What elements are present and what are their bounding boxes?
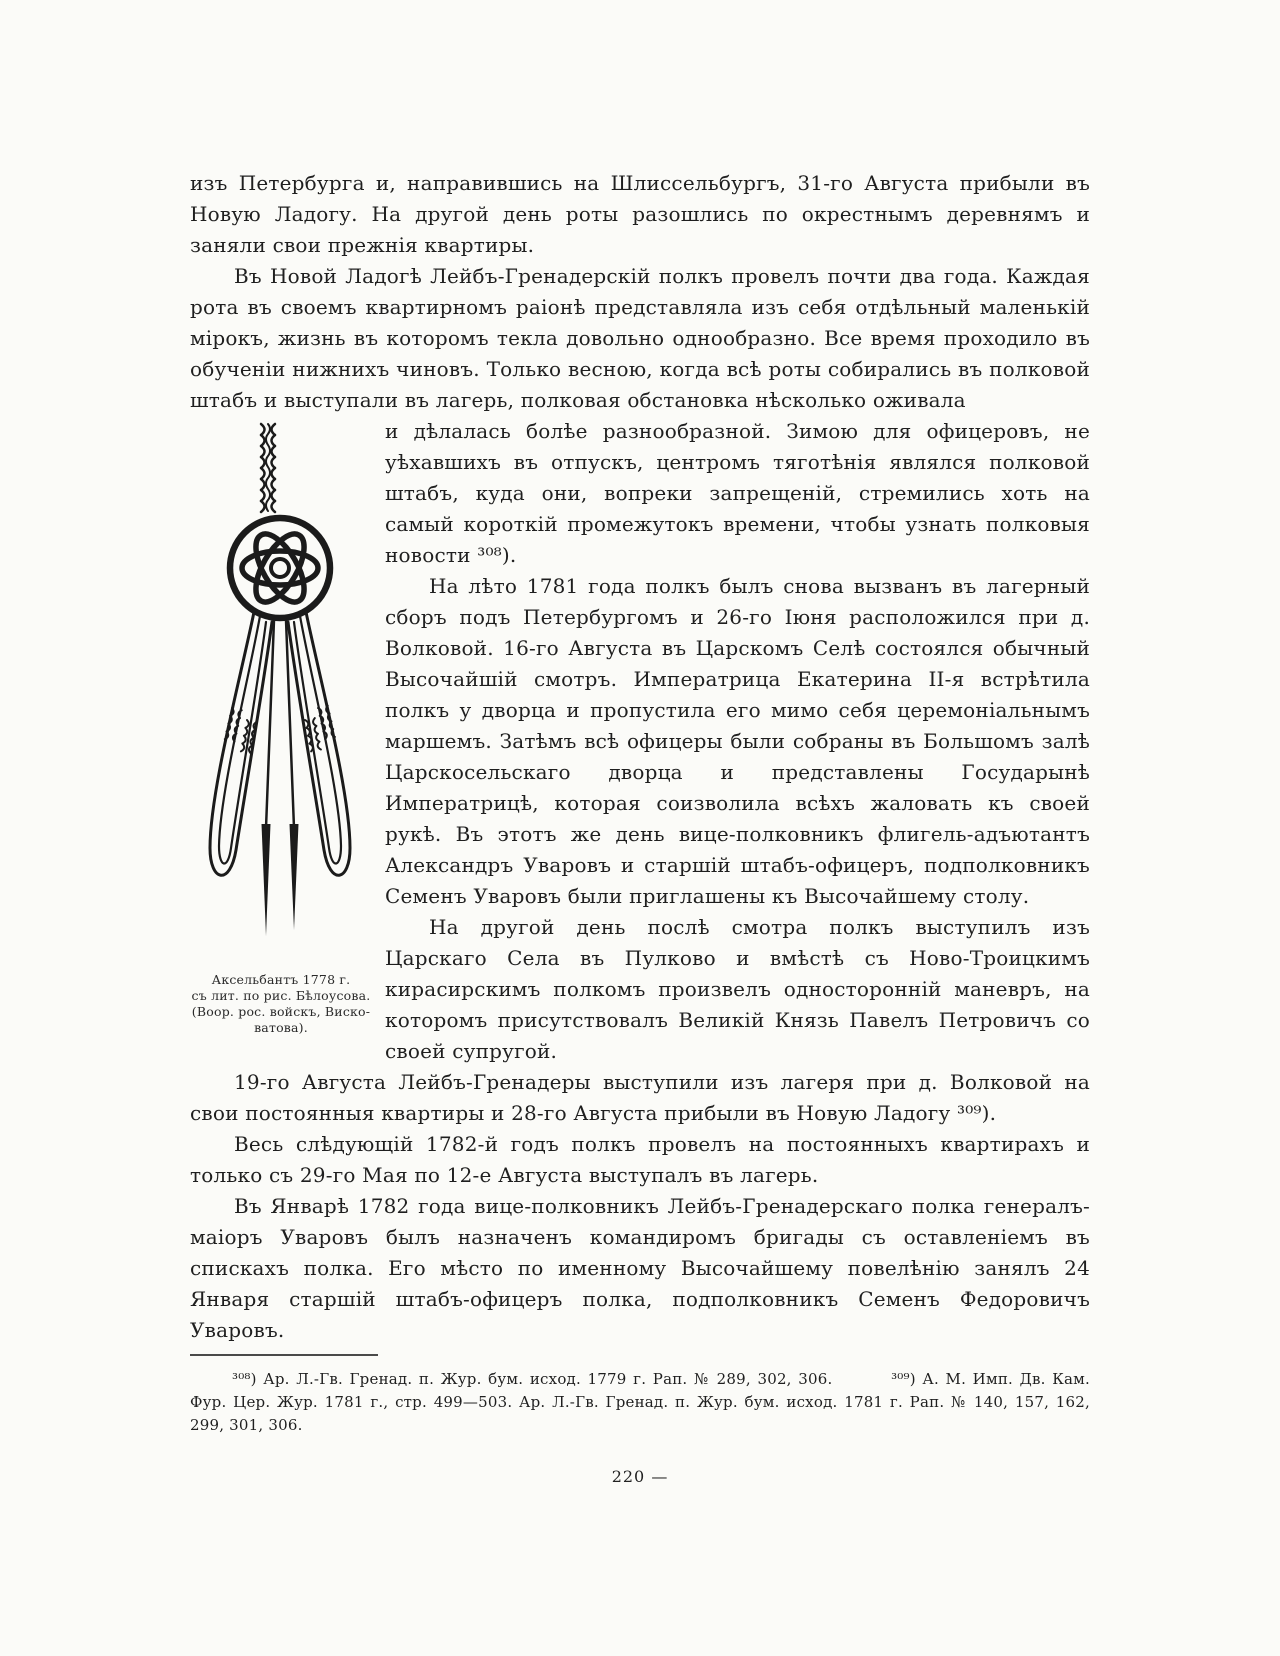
paragraph: На лѣто 1781 года полкъ былъ снова вызванъ въ лагерный сборъ подъ Петербургомъ и 26-го Іюня расположился при д. Волковой. 16-го Августа въ Царскомъ Селѣ состоялся обычный Высочайшій смотръ. Императрица Екатерина II-я встрѣтила полкъ у дворца и пропустила его мимо себя церемоніальнымъ маршемъ. Затѣмъ всѣ офицеры были собраны въ Большомъ залѣ Царскосельскаго дворца и представлены Государынѣ Императрицѣ, которая соизволила всѣхъ жаловать къ своей рукѣ. Въ этотъ же день вице-полковникъ флигель-адъютантъ Александръ Уваровъ и старшій штабъ-офицеръ, подполковникъ Семенъ Уваровъ были приглашены къ Высочайшему столу. [385,574,1090,908]
footnote-308: ³⁰⁸) Ар. Л.-Гв. Гренад. п. Жур. бум. исход. 1779 г. Рап. № 289, 302, 306. [232,1370,833,1388]
footnote-309: ³⁰⁹) А. М. Имп. Дв. Кам. Фур. Цер. Жур. 1781 г., стр. 499—503. Ар. Л.-Гв. Гренад. п. Жур. бум. исход. 1781 г. Рап. № 140, 157, 162, 299, 301, 306. [190,1370,1091,1434]
footnote-separator [190,1354,378,1356]
paragraph: и дѣлалась болѣе разнообразной. Зимою для офицеровъ, не уѣхавшихъ въ отпускъ, центромъ тяготѣнія являлся полковой штабъ, куда они, вопреки запрещеній, стремились хоть на самый короткій промежутокъ времени, чтобы узнать полковыя новости ³⁰⁸). [385,419,1090,567]
figure-caption-line: (Воор. рос. войскъ, Виско- [191,1004,371,1019]
page-text [190,168,1090,1346]
figure-caption-line: съ лит. по рис. Бѣлоусова. [191,988,371,1003]
paragraph: изъ Петербурга и, направившись на Шлиссельбургъ, 31-го Августа прибыли въ Новую Ладогу. На другой день роты разошлись по окрестнымъ деревнямъ и заняли свои прежнія квартиры. [190,171,1090,257]
paragraph: Весь слѣдующій 1782-й годъ полкъ провелъ на постоянныхъ квартирахъ и только съ 29-го Мая по 12-е Августа выступалъ въ лагерь. [190,1132,1090,1187]
paragraph: Въ Январѣ 1782 года вице-полковникъ Лейбъ-Гренадерскаго полка генералъ-маіоръ Уваровъ былъ назначенъ командиромъ бригады съ оставленіемъ въ спискахъ полка. Его мѣсто по именному Высочайшему повелѣнію занялъ 24 Января старшій штабъ-офицеръ полка, подполковникъ Семенъ Федоровичъ Уваровъ. [190,1194,1090,1342]
aiguillette-tips [262,620,299,936]
woven-knot [230,518,330,618]
braided-cord-top [261,424,275,512]
page-number: 220 — [611,1467,669,1486]
paragraph: 19-го Августа Лейбъ-Гренадеры выступили изъ лагеря при д. Волковой на свои постоянныя квартиры и 28-го Августа прибыли въ Новую Ладогу ³⁰⁹). [190,1070,1090,1125]
footnote-section [190,1354,1090,1437]
braided-wraps [225,706,335,754]
aiguillette-figure [190,420,372,1036]
paragraph: На другой день послѣ смотра полкъ выступилъ изъ Царскаго Села въ Пулково и вмѣстѣ съ Ново-Троицкимъ кирасирскимъ полкомъ произвелъ односторонній маневръ, на которомъ присутствовалъ Великій Князь Павелъ Петровичъ со своей супругой. [385,915,1090,1063]
figure-caption-line: ватова). [254,1020,308,1035]
footnote [190,1368,1090,1437]
left-tip [262,824,271,936]
paragraph: Въ Новой Ладогѣ Лейбъ-Гренадерскій полкъ провелъ почти два года. Каждая рота въ своемъ квартирномъ раіонѣ представляла изъ себя отдѣльный маленькій мірокъ, жизнь въ которомъ текла довольно однообразно. Все время проходило въ обученіи нижнихъ чиновъ. Только весною, когда всѣ роты собирались въ полковой штабъ и выступали въ лагерь, полковая обстановка нѣсколько оживала [190,264,1090,412]
figure-caption [190,972,372,1036]
figure-caption-line: Аксельбантъ 1778 г. [211,972,351,987]
aiguillette-illustration [190,420,372,960]
right-tip [290,824,299,930]
